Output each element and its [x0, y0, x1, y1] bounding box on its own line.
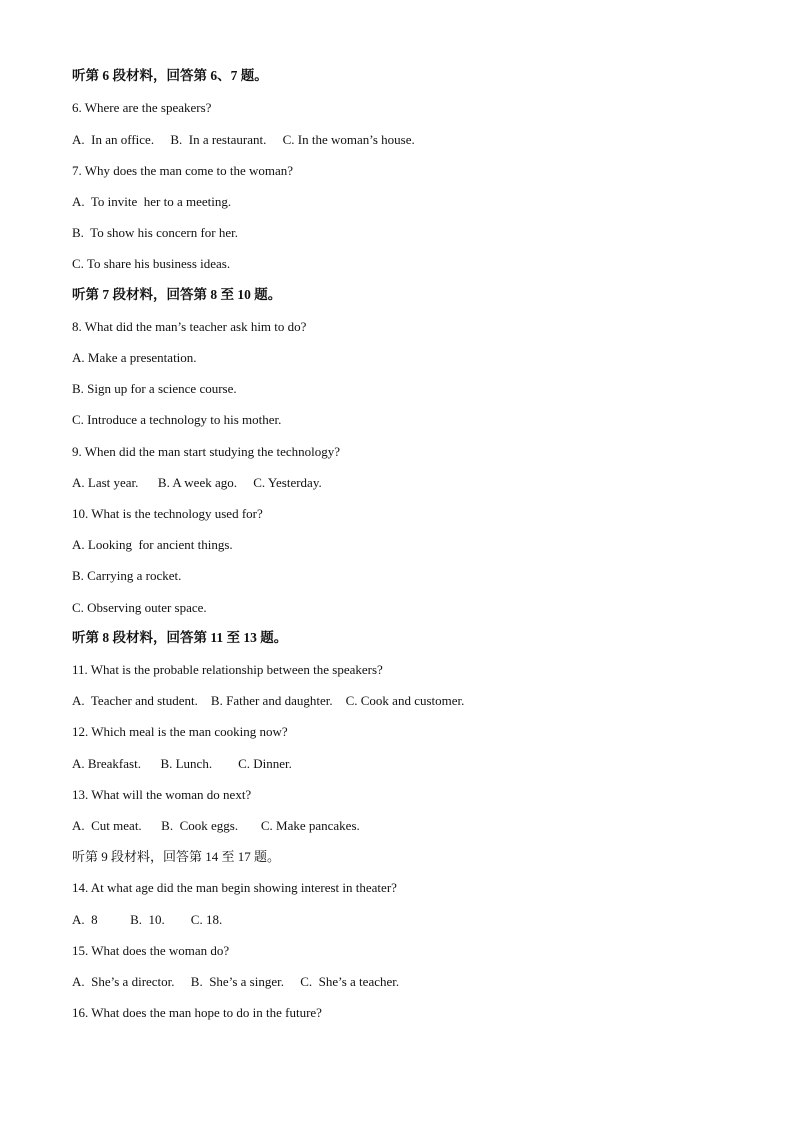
section-heading-6: 听第 6 段材料，回答第 6、7 题。: [72, 68, 268, 83]
question-12: 12. Which meal is the man cooking now?: [72, 724, 288, 739]
question-10: 10. What is the technology used for?: [72, 506, 263, 521]
question-8-option-a: A. Make a presentation.: [72, 350, 197, 365]
question-8-option-b: B. Sign up for a science course.: [72, 381, 237, 396]
question-16: 16. What does the man hope to do in the future?: [72, 1005, 322, 1020]
question-7-option-b: B. To show his concern for her.: [72, 225, 239, 240]
question-10-option-b: B. Carrying a rocket.: [72, 568, 182, 583]
question-7-option-a: A. To invite her to a meeting.: [72, 194, 232, 209]
question-14-options: A. 8 B. 10. C. 18.: [72, 912, 223, 927]
question-8: 8. What did the man’s teacher ask him to do?: [72, 319, 307, 334]
question-11: 11. What is the probable relationship between the speakers?: [72, 662, 383, 677]
question-15: 15. What does the woman do?: [72, 943, 230, 958]
question-10-option-a: A. Looking for ancient things.: [72, 537, 233, 552]
question-12-options: A. Breakfast. B. Lunch. C. Dinner.: [72, 756, 292, 771]
question-7: 7. Why does the man come to the woman?: [72, 163, 294, 178]
question-10-option-c: C. Observing outer space.: [72, 600, 207, 615]
section-heading-8: 听第 8 段材料，回答第 11 至 13 题。: [72, 630, 288, 645]
question-6: 6. Where are the speakers?: [72, 100, 212, 115]
question-6-options: A. In an office. B. In a restaurant. C. In the woman’s house.: [72, 132, 415, 147]
question-8-option-c: C. Introduce a technology to his mother.: [72, 412, 282, 427]
question-15-options: A. She’s a director. B. She’s a singer. C. She’s a teacher.: [72, 974, 400, 989]
question-9-options: A. Last year. B. A week ago. C. Yesterday.: [72, 475, 322, 490]
question-11-options: A. Teacher and student. B. Father and daughter. C. Cook and customer.: [72, 693, 465, 708]
section-heading-7: 听第 7 段材料，回答第 8 至 10 题。: [72, 287, 282, 302]
question-13-options: A. Cut meat. B. Cook eggs. C. Make pancakes.: [72, 818, 360, 833]
section-heading-9: 听第 9 段材料，回答第 14 至 17 题。: [72, 849, 281, 864]
question-14: 14. At what age did the man begin showing interest in theater?: [72, 880, 397, 895]
question-7-option-c: C. To share his business ideas.: [72, 256, 231, 271]
question-9: 9. When did the man start studying the technology?: [72, 444, 341, 459]
question-13: 13. What will the woman do next?: [72, 787, 252, 802]
